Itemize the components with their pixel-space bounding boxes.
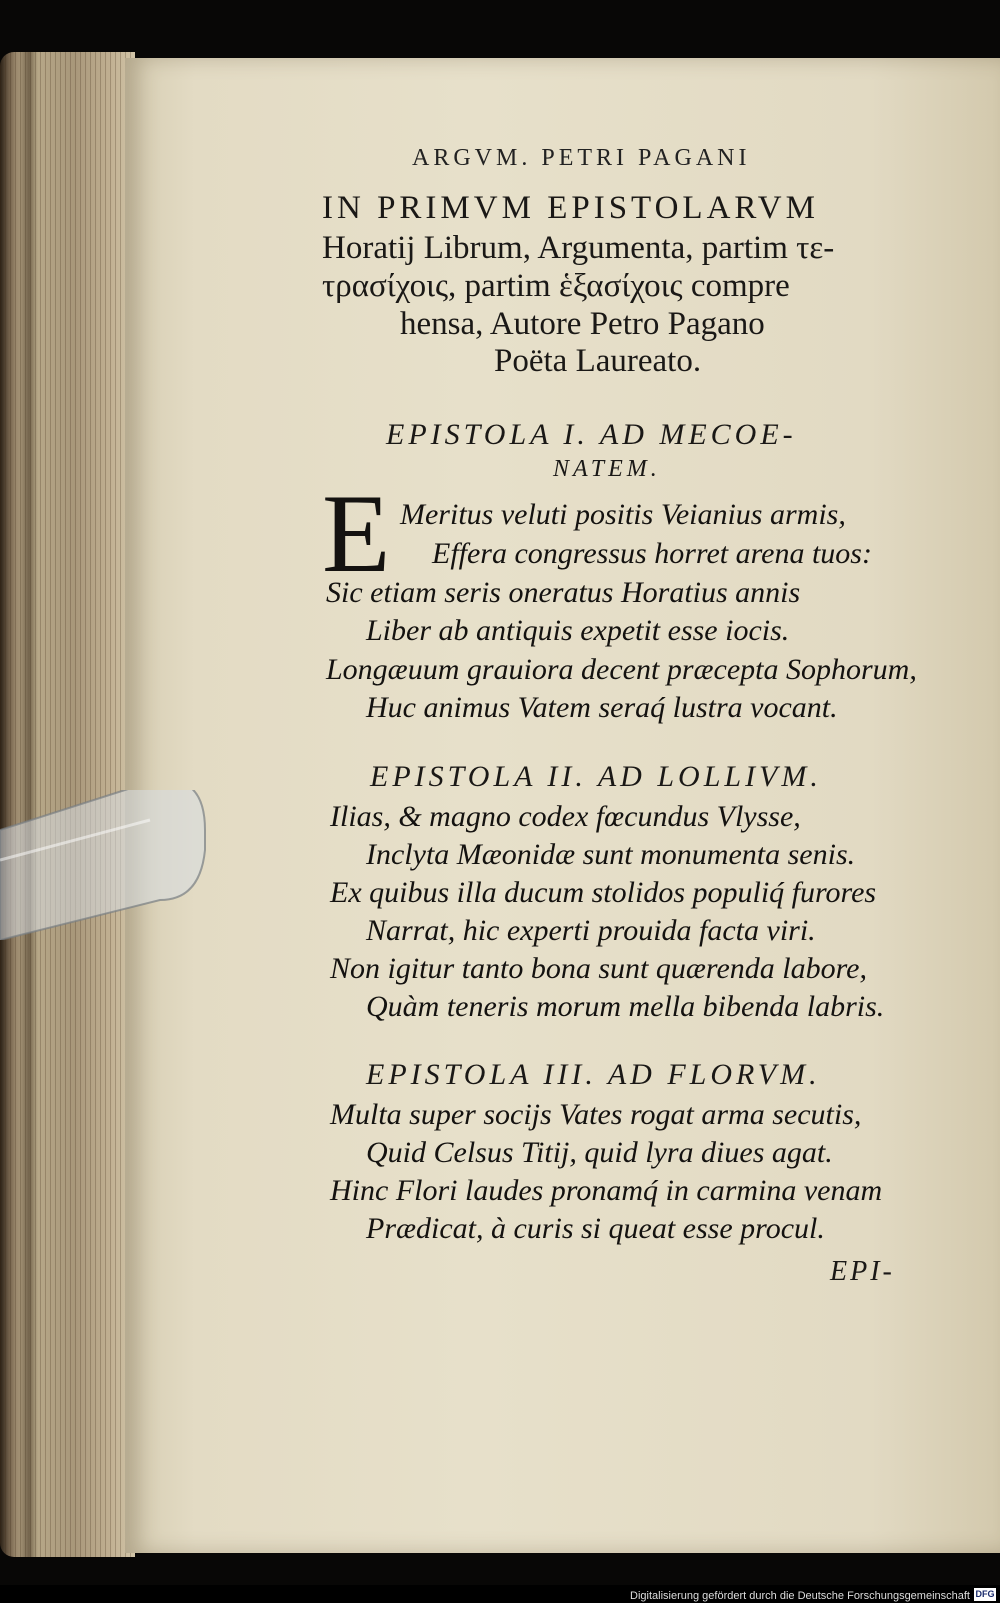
epistle-1-heading: EPISTOLA I. AD MECOE- (386, 418, 797, 451)
verse-line: Inclyta Mæonidæ sunt monumenta senis. (366, 838, 856, 871)
drop-cap: E (322, 472, 391, 596)
verse-line: Longæuum grauiora decent præcepta Sophorum, (326, 653, 917, 686)
epistle-1-heading-cont: NATEM. (553, 456, 661, 482)
page-clip (0, 790, 210, 940)
verse-line: Quid Celsus Titij, quid lyra diues agat. (366, 1136, 833, 1169)
verse-line: Huc animus Vatem seraq́ lustra vocant. (366, 691, 838, 724)
verse-line: Ex quibus illa ducum stolidos populiq́ furores (330, 876, 877, 909)
verse-line: Ilias, & magno codex fœcundus Vlysse, (330, 800, 801, 833)
verse-line: Hinc Flori laudes pronamq́ in carmina venam (330, 1174, 883, 1207)
verse-line: Effera congressus horret arena tuos: (432, 537, 872, 570)
verse-line: Sic etiam seris oneratus Horatius annis (326, 576, 801, 609)
footer-bar (0, 1585, 1000, 1603)
title-line-2: Horatij Librum, Argumenta, partim τε- (322, 230, 835, 266)
title-line-3: τρασίχοις, partim ἑξασίχοις compre (322, 268, 790, 304)
epistle-2-heading: EPISTOLA II. AD LOLLIVM. (370, 760, 822, 793)
title-line-1: IN PRIMVM EPISTOLARVM (322, 190, 819, 226)
verse-line: Multa super socijs Vates rogat arma secutis, (330, 1098, 862, 1131)
verse-line: Narrat, hic experti prouida facta viri. (366, 914, 816, 947)
dfg-logo: DFG (975, 1589, 995, 1599)
title-line-4: hensa, Autore Petro Pagano (400, 306, 765, 342)
running-head: ARGVM. PETRI PAGANI (412, 145, 751, 171)
verse-line: Quàm teneris morum mella bibenda labris. (366, 990, 885, 1023)
catchword: EPI- (830, 1256, 895, 1287)
epistle-3-heading: EPISTOLA III. AD FLORVM. (366, 1058, 821, 1091)
verse-line: Non igitur tanto bona sunt quærenda labore, (330, 952, 867, 985)
verse-line: Prædicat, à curis si queat esse procul. (366, 1212, 825, 1245)
footer-credit: Digitalisierung gefördert durch die Deutsche Forschungsgemeinschaft (630, 1590, 970, 1602)
verse-line: Meritus veluti positis Veianius armis, (400, 498, 846, 531)
verse-line: Liber ab antiquis expetit esse iocis. (366, 614, 790, 647)
title-line-5: Poëta Laureato. (494, 343, 702, 379)
